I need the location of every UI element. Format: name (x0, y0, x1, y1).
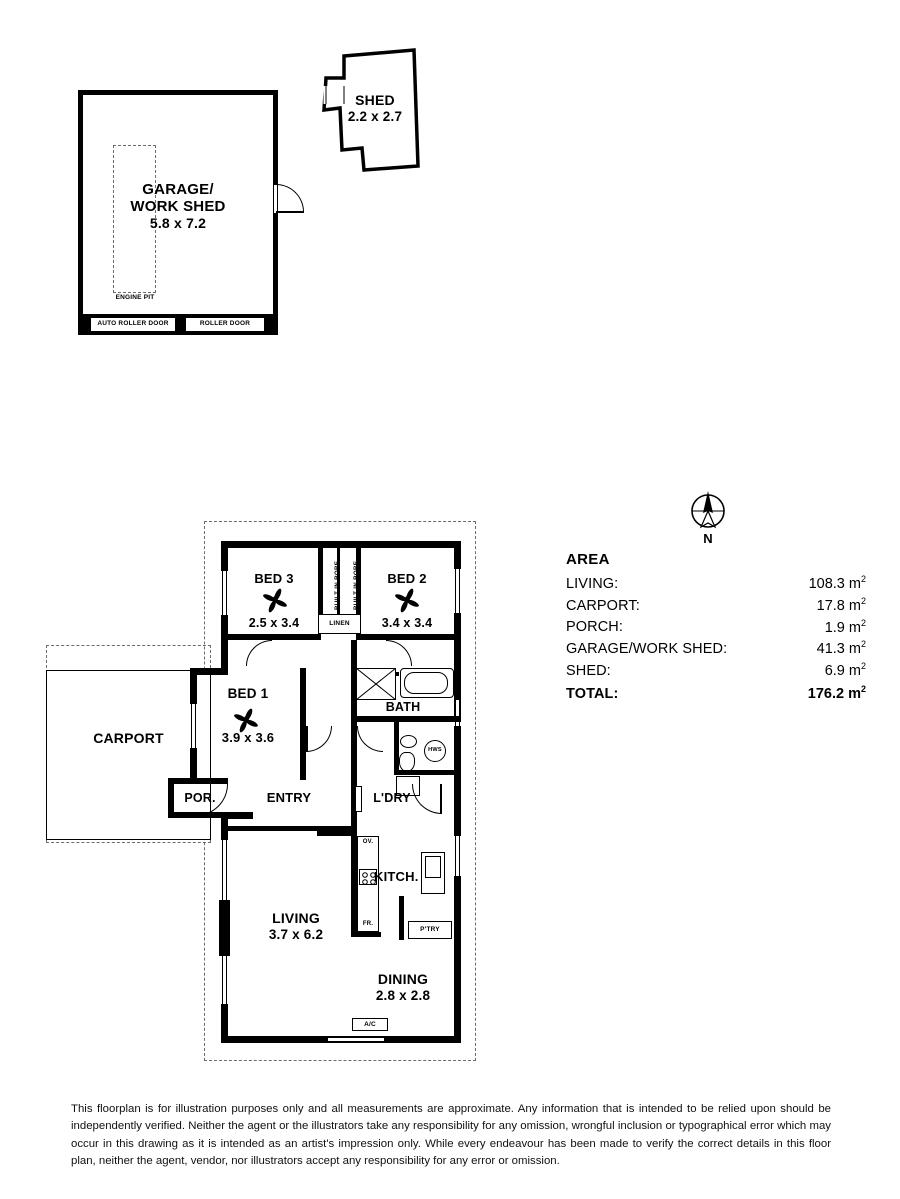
house-wall-living-left-window2 (222, 956, 227, 1004)
house-wall-right-bottom (454, 876, 461, 1042)
area-row-label: PORCH: (566, 619, 623, 636)
house-wall-right-window-c (455, 836, 460, 876)
pantry-label: P'TRY (420, 926, 440, 933)
bed3-dim: 2.5 x 3.4 (248, 615, 300, 630)
area-row-value: 17.8 $m^2$ (816, 595, 866, 614)
house-wall-bed1-top (190, 668, 228, 675)
wall-kitchen-bottom (351, 932, 381, 937)
area-row-value: 108.3 $m^2$ (808, 574, 866, 592)
wall-bed1-right (300, 668, 306, 780)
area-row-label: GARAGE/WORK SHED: (566, 641, 728, 658)
carport-label (56, 731, 201, 747)
wall-kitchen-pantry (399, 896, 404, 940)
house-wall-living-left-window (222, 840, 227, 900)
wall-hall-top-right (356, 634, 461, 640)
laundry-label (362, 791, 422, 805)
area-row-label: SHED: (566, 663, 611, 680)
built-in-robe-right-label: BUILT IN ROBE (353, 560, 360, 610)
carport-name: CARPORT (93, 730, 164, 746)
bed3-label (228, 572, 320, 630)
porch-name: POR. (184, 791, 216, 805)
living-dim: 3.7 x 6.2 (268, 926, 324, 942)
bed1-door-leaf (306, 726, 308, 752)
house-wall-right-mid (454, 613, 461, 673)
disclaimer-text: This floorplan is for illustration purposes only and all measurements are approximate. Any information that is intended to be relied upon should be independently verified. Neither the agent or the illustrators take any responsibility for any omission, wrongful inclusion or typographical error which may occur in this drawing as it is intended as an artist's impression only. While every endeavour has been made to verify the correct details in this floor plan, neither the agent, vendor, nor illustrators accept any responsibility for any error or omission. (71, 1103, 831, 1168)
dining-name: DINING (377, 971, 429, 987)
area-total-value: 176.2 $m^2$ (807, 684, 866, 702)
auto-roller-door-label: AUTO ROLLER DOOR (97, 320, 169, 327)
entry-door-threshold (221, 812, 253, 819)
bed2-name: BED 2 (387, 571, 427, 586)
garage-name-2: WORK SHED (130, 197, 226, 215)
engine-pit-label: ENGINE PIT (115, 294, 155, 301)
wall-bath-bottom (351, 716, 461, 722)
bath-label (373, 700, 433, 714)
wall-ldry-right (394, 722, 399, 772)
area-row-label: CARPORT: (566, 597, 640, 614)
wall-ldry-bottom (394, 770, 454, 775)
house-wall-left-bed1-window (191, 704, 196, 748)
kitchen-label (374, 870, 440, 885)
area-row-value: 6.9 $m^2$ (824, 661, 866, 680)
toilet (399, 752, 415, 772)
shower-diagonals (356, 668, 396, 700)
area-title: AREA (566, 551, 610, 568)
living-label (239, 911, 353, 942)
wall-kitchen-top (317, 831, 357, 836)
oven-label: OV. (362, 839, 374, 845)
bed2-dim: 3.4 x 3.4 (381, 615, 433, 630)
kitchen-name: KITCH. (374, 869, 419, 884)
compass-north-label: N (703, 531, 713, 546)
bed3-name: BED 3 (254, 571, 294, 586)
house-wall-right-lower (454, 726, 461, 836)
garage-name: GARAGE/ (142, 181, 214, 198)
entry-name: ENTRY (266, 790, 312, 805)
dining-label (348, 972, 458, 1003)
house-wall-left-window-a (222, 571, 227, 615)
wall-ldry-left (351, 722, 357, 832)
bath-name: BATH (385, 700, 421, 714)
bed1-dim: 3.9 x 3.6 (221, 730, 275, 746)
house-wall-left-upper (221, 541, 228, 571)
ldry-bench (355, 786, 362, 812)
house-wall-left-mid (221, 615, 228, 673)
house-wall-right-window-b (455, 700, 460, 726)
linen-label: LINEN (329, 620, 350, 627)
aircon-label: A/C (364, 1021, 376, 1028)
laundry-name: L'DRY (373, 791, 411, 805)
entry-label (234, 791, 344, 806)
bed2-label (361, 572, 453, 630)
dining-dim: 2.8 x 2.8 (375, 987, 431, 1003)
house-wall-living-left-upper (221, 818, 228, 840)
house-wall-right-upper (454, 541, 461, 569)
house-wall-right-window-a (455, 569, 460, 613)
area-row-value: 1.9 $m^2$ (824, 617, 866, 636)
bathtub-inner (404, 672, 448, 694)
bed1-label (200, 686, 296, 746)
shed-name: SHED (355, 92, 395, 108)
roller-door-label: ROLLER DOOR (199, 320, 251, 327)
house-wall-top (221, 541, 461, 548)
shed-dim: 2.2 x 2.7 (347, 108, 403, 124)
vanity-basin (400, 735, 417, 748)
house-wall-living-left-thick (219, 900, 230, 956)
fridge-label: FR. (362, 921, 374, 927)
area-total-label: TOTAL: (566, 685, 619, 702)
bed1-name: BED 1 (227, 686, 269, 701)
built-in-robe-left-label: BUILT IN ROBE (334, 560, 341, 610)
porch-label (172, 791, 228, 805)
hws-label: HWS (428, 747, 442, 753)
house-window-bottom (328, 1037, 384, 1042)
garage-dim: 5.8 x 7.2 (149, 214, 207, 231)
living-name: LIVING (272, 910, 320, 926)
laundry-door-leaf (440, 784, 442, 814)
area-row-label: LIVING: (566, 575, 619, 592)
area-row-value: 41.3 $m^2$ (816, 639, 866, 658)
